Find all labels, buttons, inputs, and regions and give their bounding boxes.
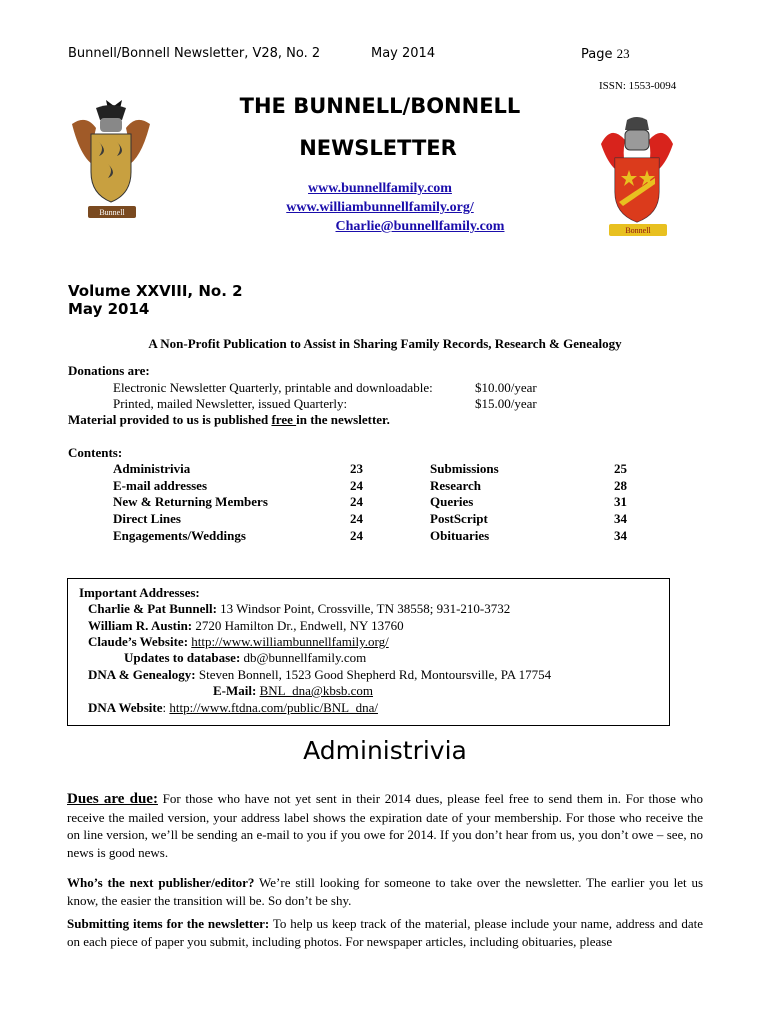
bonnell-crest-icon <box>597 114 687 254</box>
toc-item[interactable]: Research <box>430 477 482 493</box>
donation-electronic-label: Electronic Newsletter Quarterly, printable and downloadable: <box>113 380 433 395</box>
left-crest-label: Bunnell <box>99 208 125 217</box>
address-label: Charlie & Pat Bunnell: <box>88 601 217 616</box>
dna-email-link[interactable]: BNL_dna@kbsb.com <box>259 683 374 698</box>
header-left: Bunnell/Bonnell Newsletter, V28, No. 2 <box>68 46 321 61</box>
paragraph-lead: Dues are due: <box>67 791 158 807</box>
toc-item[interactable]: E-mail addresses <box>113 477 208 493</box>
paragraph-submitting <box>67 915 703 950</box>
addresses-heading: Important Addresses: <box>79 585 200 600</box>
toc-item[interactable]: PostScript <box>430 511 488 527</box>
toc-item[interactable]: Queries <box>430 494 474 510</box>
paragraph-lead: Submitting items for the newsletter: <box>67 916 270 931</box>
address-label: E-Mail: <box>213 683 257 698</box>
material-note-pre: Material provided to us is published <box>68 412 272 427</box>
address-value: db@bunnellfamily.com <box>240 650 367 665</box>
issn: ISSN: 1553-0094 <box>599 80 677 92</box>
address-value: Steven Bonnell, 1523 Good Shepherd Rd, Montoursville, PA 17754 <box>195 667 552 682</box>
address-label: William R. Austin: <box>88 618 193 633</box>
contents-left-titles <box>113 461 268 545</box>
william-website-link[interactable]: www.williambunnellfamily.org/ <box>286 200 474 215</box>
toc-page: 34 <box>614 527 627 543</box>
address-dna-email <box>213 683 373 699</box>
website-link[interactable]: www.bunnellfamily.com <box>308 181 452 196</box>
paragraph-dues <box>67 790 703 861</box>
material-note-post: in the newsletter. <box>296 412 390 427</box>
donations-heading: Donations are: <box>68 363 150 378</box>
masthead-title-line2: NEWSLETTER <box>299 136 457 160</box>
address-label: Updates to database: <box>124 650 241 665</box>
page-label: Page <box>581 47 613 62</box>
toc-page: 24 <box>350 494 363 510</box>
toc-page: 34 <box>614 511 627 527</box>
material-note <box>68 412 390 428</box>
header-page <box>581 46 630 62</box>
address-label: Claude’s Website: <box>88 634 189 649</box>
email-link[interactable]: Charlie@bunnellfamily.com <box>335 219 505 234</box>
masthead-title-line1: THE BUNNELL/BONNELL <box>239 94 521 118</box>
address-dna-genealogy <box>88 667 551 683</box>
masthead-links <box>170 179 590 236</box>
toc-item[interactable]: Direct Lines <box>113 511 181 527</box>
donation-electronic-price: $10.00/year <box>475 380 537 395</box>
toc-page: 24 <box>350 527 363 543</box>
paragraph-body: For those who have not yet sent in their 2014 dues, please feel free to send them in. For those who receive the mailed version, your address label shows the expiration date of your membership. For those who receive the on line version, we’ll be sending an e-mail to you if you owe for 2014. If you don’t hear from us, you don’t owe – see, no news is good news. <box>67 791 703 860</box>
address-value: 13 Windsor Point, Crossville, TN 38558; 931-210-3732 <box>216 601 511 616</box>
dna-website-link[interactable]: http://www.ftdna.com/public/BNL_dna/ <box>169 700 378 715</box>
address-label: DNA Website <box>88 700 163 715</box>
address-dna-website: DNA Website: http://www.ftdna.com/public/BNL_dna/ <box>88 700 378 715</box>
volume-number: Volume XXVIII, No. 2 <box>68 282 243 300</box>
toc-item[interactable]: Engagements/Weddings <box>113 527 246 543</box>
paragraph-body: To help us keep track of the material, please include your name, address and date on each piece of paper you submit, including photos. For newspaper articles, including obituaries, please <box>67 916 703 949</box>
section-title: Administrivia <box>303 736 467 765</box>
contents-right-titles <box>430 461 499 545</box>
donation-printed-price: $15.00/year <box>475 396 537 411</box>
address-charlie <box>88 601 510 617</box>
toc-item[interactable]: Administrivia <box>113 461 191 476</box>
paragraph-next-editor <box>67 874 703 909</box>
material-note-free: free <box>271 412 297 427</box>
claude-website-link[interactable]: http://www.williambunnellfamily.org/ <box>191 634 389 649</box>
page-number: 23 <box>616 46 630 61</box>
address-database-updates <box>124 650 366 666</box>
paragraph-body: We’re still looking for someone to take over the newsletter. The earlier you let us know, the easier the transition will be. So don’t be shy. <box>67 875 704 908</box>
bunnell-crest-icon <box>66 94 156 234</box>
toc-page: 24 <box>350 477 363 493</box>
right-crest-label: Bonnell <box>625 226 651 235</box>
contents-heading: Contents: <box>68 445 123 460</box>
contents-left-pages <box>350 461 363 545</box>
paragraph-lead: Who’s the next publisher/editor? <box>67 875 255 890</box>
toc-item[interactable]: Submissions <box>430 461 499 476</box>
toc-page: 24 <box>350 511 363 527</box>
donation-printed-label: Printed, mailed Newsletter, issued Quarterly: <box>113 396 348 411</box>
address-label: DNA & Genealogy: <box>88 667 196 682</box>
toc-page: 25 <box>614 461 627 476</box>
important-addresses-box <box>67 578 670 726</box>
toc-page: 31 <box>614 494 627 510</box>
address-value: 2720 Hamilton Dr., Endwell, NY 13760 <box>192 618 404 633</box>
header-date: May 2014 <box>371 46 436 61</box>
toc-item[interactable]: Obituaries <box>430 527 490 543</box>
toc-page: 28 <box>614 477 627 493</box>
volume-date: May 2014 <box>68 300 150 318</box>
toc-page: 23 <box>350 461 363 476</box>
tagline: A Non-Profit Publication to Assist in Sharing Family Records, Research & Genealogy <box>148 336 622 351</box>
address-claude-website <box>88 634 389 650</box>
address-william <box>88 618 404 634</box>
contents-right-pages <box>614 461 627 545</box>
toc-item[interactable]: New & Returning Members <box>113 494 268 510</box>
